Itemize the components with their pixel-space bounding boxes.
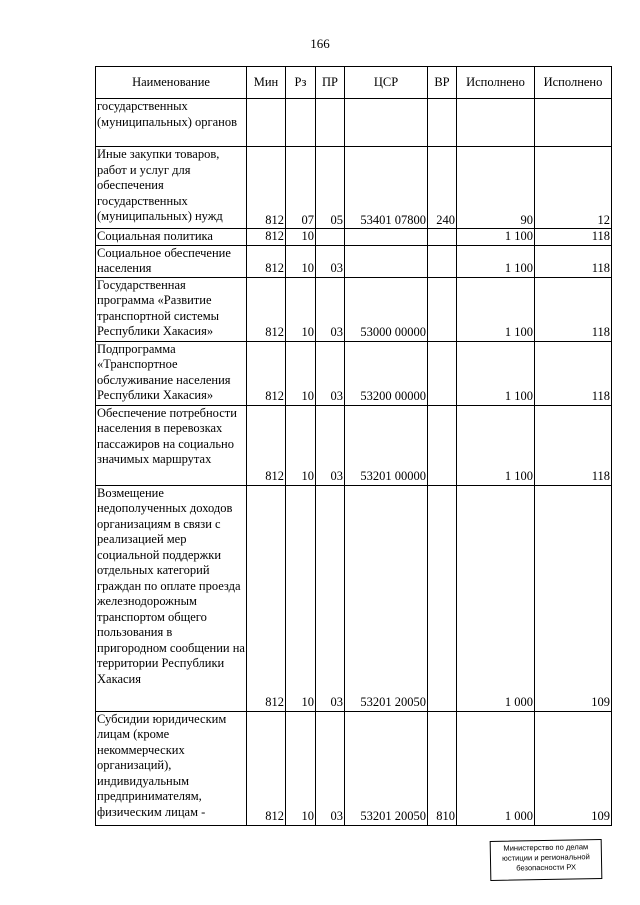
table-row — [96, 485, 612, 711]
row-pr: 03 — [316, 405, 345, 485]
stamp-line-1: Министерство по делам — [503, 842, 589, 853]
page-number: 166 — [310, 36, 330, 51]
header-name: Наименование — [96, 67, 247, 99]
row-name: Субсидии юридическим лицам (кроме некоммерческих организаций), индивидуальным предпринимателям, физическим лицам - — [96, 711, 247, 825]
row-csr — [345, 229, 428, 246]
row-vr — [428, 341, 457, 405]
row-rz: 07 — [286, 147, 316, 229]
row-rz: 10 — [286, 485, 316, 711]
row-executed-1 — [457, 99, 535, 147]
row-executed-2: 109 — [535, 485, 612, 711]
row-vr — [428, 229, 457, 246]
table-row — [96, 245, 612, 277]
row-vr — [428, 245, 457, 277]
table-row — [96, 341, 612, 405]
row-min: 812 — [247, 229, 286, 246]
ministry-stamp — [490, 839, 603, 881]
row-csr: 53200 00000 — [345, 341, 428, 405]
row-vr — [428, 99, 457, 147]
row-pr: 03 — [316, 485, 345, 711]
header-vr: ВР — [428, 67, 457, 99]
row-executed-2: 118 — [535, 341, 612, 405]
row-rz: 10 — [286, 277, 316, 341]
row-min: 812 — [247, 277, 286, 341]
table-row — [96, 147, 612, 229]
table-row — [96, 711, 612, 825]
row-pr: 05 — [316, 147, 345, 229]
row-executed-1: 1 100 — [457, 405, 535, 485]
stamp-line-2: юстиции и региональной — [502, 852, 590, 863]
row-pr: 03 — [316, 245, 345, 277]
row-executed-2 — [535, 99, 612, 147]
row-executed-2: 118 — [535, 229, 612, 246]
table-row — [96, 99, 612, 147]
row-min: 812 — [247, 405, 286, 485]
row-pr: 03 — [316, 277, 345, 341]
row-executed-1: 1 100 — [457, 341, 535, 405]
row-min — [247, 99, 286, 147]
table-row — [96, 405, 612, 485]
row-vr — [428, 277, 457, 341]
row-executed-1: 1 000 — [457, 711, 535, 825]
row-name: Государственная программа «Развитие транспортной системы Республики Хакасия» — [96, 277, 247, 341]
row-name: Социальное обеспечение населения — [96, 245, 247, 277]
table-row — [96, 277, 612, 341]
row-vr: 810 — [428, 711, 457, 825]
row-rz: 10 — [286, 229, 316, 246]
row-executed-1: 1 100 — [457, 229, 535, 246]
row-pr — [316, 229, 345, 246]
row-rz: 10 — [286, 711, 316, 825]
header-csr: ЦСР — [345, 67, 428, 99]
table-row — [96, 229, 612, 246]
row-csr — [345, 245, 428, 277]
row-csr: 53201 20050 — [345, 485, 428, 711]
row-min: 812 — [247, 341, 286, 405]
row-name: Подпрограмма «Транспортное обслуживание населения Республики Хакасия» — [96, 341, 247, 405]
row-csr: 53401 07800 — [345, 147, 428, 229]
row-name: Возмещение недополученных доходов организациям в связи с реализацией мер социальной поддержки отдельных категорий граждан по оплате проезда железнодорожным транспортом общего пользования в пригородном сообщении на территории Республики Хакасия — [96, 485, 247, 711]
table-header-row — [96, 67, 612, 99]
row-csr: 53201 00000 — [345, 405, 428, 485]
row-executed-1: 1 100 — [457, 245, 535, 277]
row-rz: 10 — [286, 245, 316, 277]
header-min: Мин — [247, 67, 286, 99]
row-rz — [286, 99, 316, 147]
row-min: 812 — [247, 485, 286, 711]
row-executed-1: 1 100 — [457, 277, 535, 341]
row-name: государственных (муниципальных) органов — [96, 99, 247, 147]
row-pr: 03 — [316, 711, 345, 825]
row-name: Социальная политика — [96, 229, 247, 246]
header-executed-1: Исполнено — [457, 67, 535, 99]
row-rz: 10 — [286, 405, 316, 485]
header-executed-2: Исполнено — [535, 67, 612, 99]
stamp-line-3: безопасности РХ — [516, 862, 577, 873]
row-vr — [428, 485, 457, 711]
row-executed-2: 118 — [535, 405, 612, 485]
header-pr: ПР — [316, 67, 345, 99]
header-rz: Рз — [286, 67, 316, 99]
row-executed-1: 90 — [457, 147, 535, 229]
budget-table — [95, 66, 612, 826]
row-executed-1: 1 000 — [457, 485, 535, 711]
row-min: 812 — [247, 245, 286, 277]
row-name: Обеспечение потребности населения в перевозках пассажиров на социально значимых маршрутах — [96, 405, 247, 485]
row-pr: 03 — [316, 341, 345, 405]
row-min: 812 — [247, 147, 286, 229]
row-csr: 53201 20050 — [345, 711, 428, 825]
row-vr: 240 — [428, 147, 457, 229]
row-executed-2: 118 — [535, 245, 612, 277]
row-executed-2: 118 — [535, 277, 612, 341]
row-csr — [345, 99, 428, 147]
row-executed-2: 109 — [535, 711, 612, 825]
row-vr — [428, 405, 457, 485]
row-csr: 53000 00000 — [345, 277, 428, 341]
row-name: Иные закупки товаров, работ и услуг для обеспечения государственных (муниципальных) нужд — [96, 147, 247, 229]
row-pr — [316, 99, 345, 147]
row-rz: 10 — [286, 341, 316, 405]
row-executed-2: 12 — [535, 147, 612, 229]
row-min: 812 — [247, 711, 286, 825]
